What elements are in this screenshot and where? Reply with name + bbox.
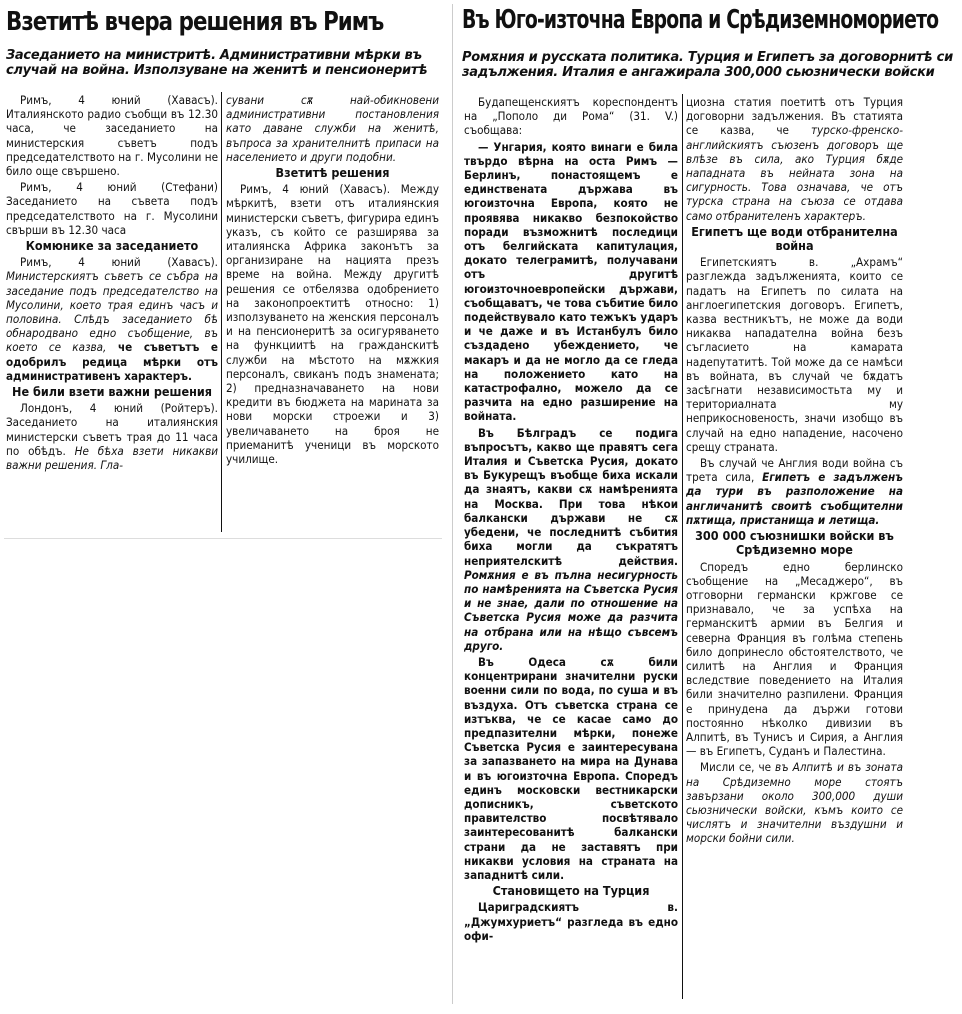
left-column-1 <box>6 93 218 474</box>
paragraph: Будапещенскиятъ кореспондентъ на „Пополо ди Рома“ (31. V.) съобщава: <box>464 95 678 138</box>
paragraph: сувани сѫ най-обикновени административни постановления като даване служби на женитѣ, въпроса за хранителнитѣ припаси на населението и други подобни. <box>226 93 439 164</box>
left-column-2 <box>226 93 439 468</box>
article-bottom-rule <box>4 538 442 539</box>
paragraph: Споредъ едно берлинско съобщение на „Месаджеро“, въ отговорни германски кржгове се признавало, че за успѣха на германскитѣ армии въ Белгия и северна Франция въ голѣма степень било допринесло обстоятелството, че силитѣ на Англия и Франция вследствие поведението на Италия били значително разпилени. Франция е принудена да държи готови постоянно нѣколко дивизии въ Алпитѣ, въ Тунисъ и Сирия, а Англия — въ Египетъ, Суданъ и Палестина. <box>686 559 903 759</box>
paragraph: Египетскиятъ в. „Ахрамъ“ разглежда задълженията, които се падатъ на Египетъ по силата на англоегипетския договоръ. Египетъ, казва вестникътъ, не може да води никаква нападателна война безъ съгласието на камарата надепутатитѣ. Той може да се намѣси въ войната, въ случай че бѫдатъ засѣгнати независимостьта му и териториалната му неприкосновеность, значи изобщо въ случай на едно нападение, насочено срещу страната. <box>686 255 903 454</box>
column-divider <box>682 94 683 999</box>
paragraph: Римъ, 4 юний (Хавасъ). Мeжду мѣркитѣ, взети отъ италиянския министерски съветъ, фигурира единъ указъ, съ който се разширява за италиянска Африка законътъ за организиране на нацията презъ време на война. Между другитѣ решения се отбелязва одобрението на законопроектитѣ относно: 1) използуването на женския персоналъ и на пенсионеритѣ за осигуряването на функциитѣ на гражданскитѣ служби на мѣстото на мѫжкия персоналъ, свиканъ подъ знамената; 2) предназначаването на нови кредити въ бюджета на марината за нови морски строежи и 3) увеличаването на броя не приеманитѣ ученици въ морското училище. <box>226 182 439 467</box>
headline-divider <box>452 4 453 1004</box>
column-divider <box>221 92 222 532</box>
section-heading: 300 000 съюзнишки войски въ Срѣдиземно море <box>695 528 894 558</box>
right-column-4 <box>686 95 903 848</box>
section-heading: Египетъ ще води отбранителна война <box>691 223 898 254</box>
section-heading: Становището на Турция <box>492 883 650 899</box>
paragraph: Римъ, 4 юний (Стефани) Заседанието на съвета подъ председателството на г. Мусолини свърши въ 12.30 часа <box>6 180 218 237</box>
section-heading: Взетитѣ решения <box>275 165 390 181</box>
paragraph: Лондонъ, 4 юний (Ройтеръ). Заседанието на италиянския министерски съветъ трая до 11 часа по обѣдъ. Не бѣха взети никакви важни решения. Гла- <box>6 401 218 473</box>
paragraph: циозна статия поетитѣ отъ Турция договорни задължения. Въ статията се казва, че турско-френско-английскиятъ съюзенъ договоръ ще влѣзе въ сила, ако Турция бѫде нападната въ нейната зона на сигурность. Това означава, че отъ турска страна на съюза се отдава само отбранителенъ характеръ. <box>686 95 903 223</box>
paragraph: Римъ, 4 юний (Хавасъ). Министерскиятъ съветъ се събра на заседание подъ председателство на Мусолини, което трая единъ часъ и половина. Слѣдъ заседанието бѣ обнародвано едно съобщение, въ което се казва, че съветътъ е одобрилъ редица мѣрки отъ административенъ характеръ. <box>6 255 218 383</box>
right-headline: Въ Юго-източна Европа и Срѣдиземноморието <box>462 5 939 35</box>
paragraph: Мисли се, че въ Алпитѣ и въ зоната на Срѣдиземно море стоятъ завързани около 300,000 души сьюзнически войски, къмъ които се числятъ и значителни въздушни и морски бойни сили. <box>686 760 903 846</box>
left-subhead: Заседанието на министритѣ. Административни мѣрки въ случай на война. Използуване на женитѣ и пенсионеритѣ <box>6 48 428 78</box>
right-column-3 <box>464 95 678 945</box>
left-headline: Взетитѣ вчера решения въ Римъ <box>6 7 384 37</box>
paragraph: Въ случай че Англия води война съ трета сила, Египетъ е задълженъ да тури въ разположение на англичанитѣ своитѣ съобщителни пѫтища, пристанища и летища. <box>686 456 903 527</box>
section-heading: Не били взети важни решения <box>12 384 212 400</box>
section-heading: Комюнике за заседанието <box>25 238 199 254</box>
paragraph: Цариградскиятъ в. „Джумхуриетъ“ разгледа въ едно офи- <box>464 900 678 943</box>
paragraph: — Унгария, която винаги е била твърдо вѣрна на оста Римъ — Берлинъ, понастоящемъ е единствената държава въ югоизточна Европа, която не проявява никакво безпокойство поради възможнитѣ последици отъ белгийската капитулация, докато телеграмитѣ, получавани отъ другитѣ югоизточноевропейски държави, съобщаватъ, че това събитие било подействувало като тежъкъ ударъ и че даже и въ Истанбулъ било създадено убеждението, че макаръ и да не могло да се гледа на положението като на катастрофално, можело да се разчита на едно разширение на войната. <box>464 139 678 424</box>
paragraph: Въ Одеса сѫ били концентрирани значителни руски военни сили по вода, по суша и въ въздуха. Отъ съветска страна се изтъква, че се касае само до предпазителни мѣрки, понеже Съветска Русия е заинтересувана за запазването на мира на Дунава и въ югоизточна Европа. Споредъ единъ московски вестникарски дописникъ, съветското правителство посвѣтявало заинтересованитѣ балкански страни да не заставятъ при никакви условия на страната на западнитѣ сили. <box>464 654 678 882</box>
right-subhead: Ромѫния и русскатa политика. Турция и Египетъ за договорнитѣ си задължения. Италия е ангажирала 300,000 сьюзнически войски <box>462 50 953 80</box>
paragraph: Римъ, 4 юний (Хавасъ). Италиянското радио съобщи въ 12.30 часа, че заседанието на министерския съветъ подъ председателството на г. Мусолини не било още свършено. <box>6 93 218 179</box>
paragraph: Въ Бѣлградъ се подига въпросътъ, какво ще правятъ сега Италия и Съветска Русия, докато въ Букурещъ въобще биха искали да знаятъ, какви сѫ намѣренията на Москва. При това нѣкои балкански държави не сѫ убедени, че последнитѣ събития биха могли да съкратятъ неприятелскитѣ действия. Ромѫния е въ пълна несигурность по намѣренията на Съветска Русия и не знае, дали по отношение на Съветска Русия може да разчита на отбрана или на нѣщо съвсемъ друго. <box>464 425 678 653</box>
